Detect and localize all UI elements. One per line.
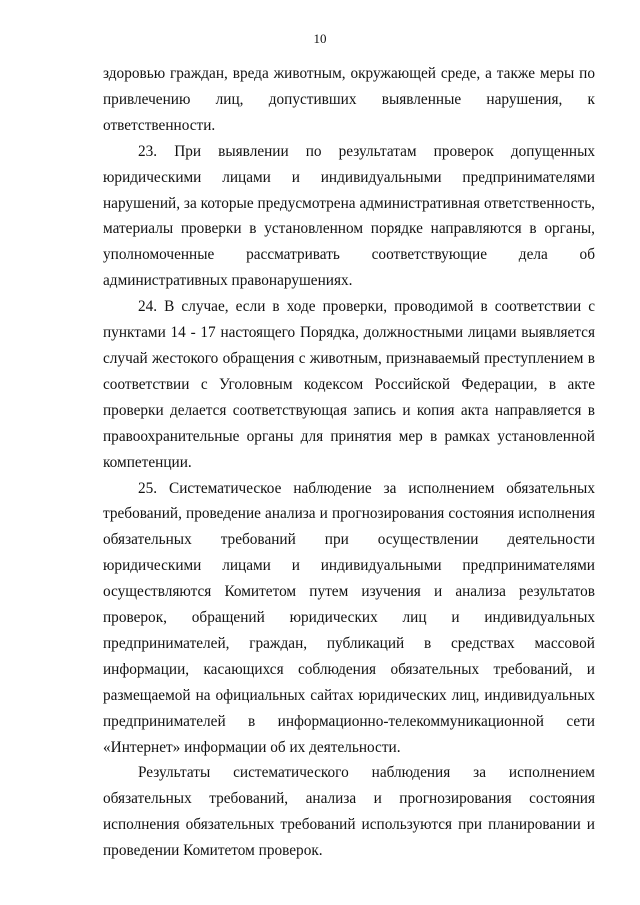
document-body	[103, 61, 595, 864]
paragraph-results: Результаты систематического наблюдения за исполнением обязательных требований, анализа и прогнозирования состояния исполнения обязательных требований используются при планировании и проведении Комитетом проверок.	[103, 764, 595, 860]
paragraph-25: 25. Систематическое наблюдение за исполнением обязательных требований, проведение анализа и прогнозирования состояния исполнения обязательных требований при осуществлении деятельности юридическими лицами и индивидуальными предпринимателями осуществляются Комитетом путем изучения и анализа результатов проверок, обращений юридических лиц и индивидуальных предпринимателей, граждан, публикаций в средствах массовой информации, касающихся соблюдения обязательных требований, и размещаемой на официальных сайтах юридических лиц, индивидуальных предпринимателей в информационно-телекоммуникационной сети «Интернет» информации об их деятельности.	[103, 479, 595, 756]
paragraph-23: 23. При выявлении по результатам проверок допущенных юридическими лицами и индивидуальными предпринимателями нарушений, за которые предусмотрена административная ответственность, материалы проверки в установленном порядке направляются в органы, уполномоченные рассматривать соответствующие дела об административных правонарушениях.	[103, 142, 595, 290]
page-number: 10	[313, 31, 327, 46]
paragraph-24: 24. В случае, если в ходе проверки, проводимой в соответствии с пунктами 14 - 17 настоящего Порядка, должностными лицами выявляется случай жестокого обращения с животным, признаваемый преступлением в соответствии с Уголовным кодексом Российской Федерации, в акте проверки делается соответствующая запись и копия акта направляется в правоохранительные органы для принятия мер в рамках установленной компетенции.	[103, 298, 595, 471]
paragraph-continuation: здоровью граждан, вреда животным, окружающей среде, а также меры по привлечению лиц, допустивших выявленные нарушения, к ответственности.	[103, 65, 595, 134]
